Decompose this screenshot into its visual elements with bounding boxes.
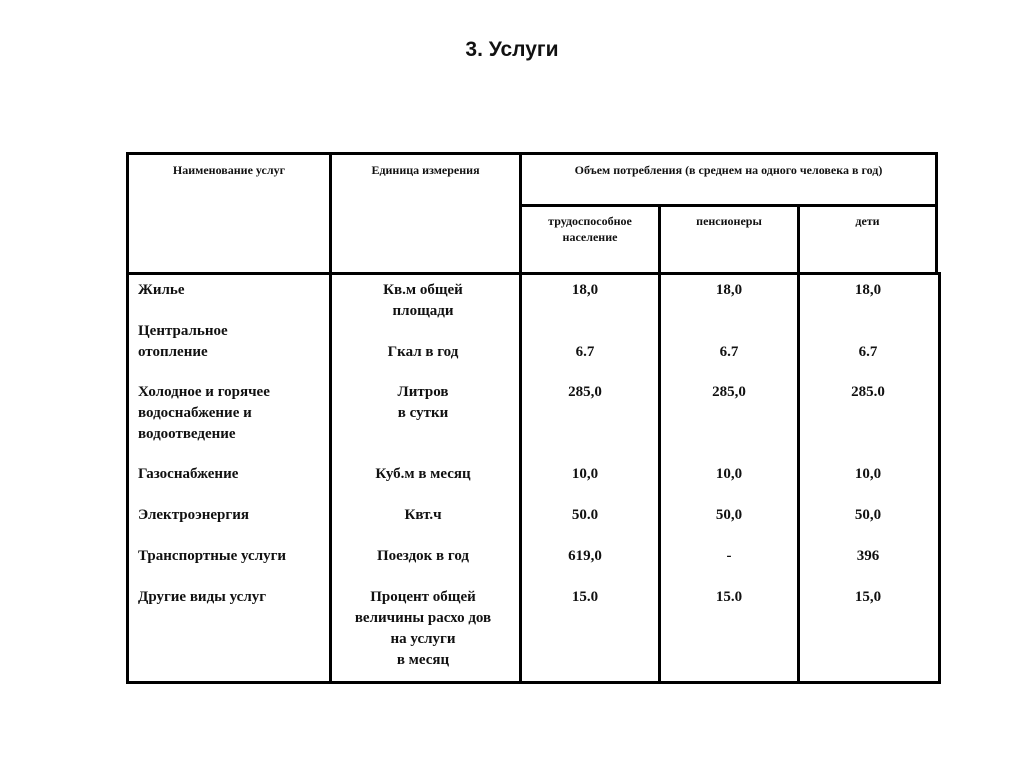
row-gas-unit: Куб.м в месяц [375, 466, 471, 482]
row-housing-unit-2: площади [392, 303, 454, 319]
row-gas-name: Газоснабжение [138, 466, 239, 482]
header-service-name: Наименование услуг [126, 152, 332, 275]
header-pensioners: пенсионеры [658, 204, 800, 275]
row-heating-name-2: отопление [138, 344, 208, 360]
row-other-unit-2: величины расхо дов [354, 610, 492, 626]
row-electricity-name: Электроэнергия [138, 507, 249, 523]
row-water-pensioners: 285,0 [712, 384, 746, 400]
row-water-working: 285,0 [568, 384, 602, 400]
row-water-name-3: водоотведение [138, 426, 236, 442]
row-water-name-2: водоснабжение и [138, 405, 252, 421]
row-gas-working: 10,0 [571, 466, 599, 482]
row-other-pensioners: 15.0 [715, 589, 743, 605]
row-housing-pensioners: 18,0 [715, 282, 743, 298]
row-water-unit-1: Литров [397, 384, 449, 400]
row-other-unit-3: на услуги [390, 631, 456, 647]
services-table [126, 152, 941, 684]
row-gas-pensioners: 10,0 [715, 466, 743, 482]
header-children: дети [797, 204, 938, 275]
row-transport-pensioners: - [726, 548, 732, 564]
row-heating-pensioners: 6.7 [719, 344, 739, 360]
row-water-unit-2: в сутки [397, 405, 449, 421]
row-other-unit-1: Процент общей [370, 589, 476, 605]
row-heating-working: 6.7 [575, 344, 595, 360]
row-electricity-working: 50.0 [571, 507, 599, 523]
row-electricity-pensioners: 50,0 [715, 507, 743, 523]
row-heating-name-1: Центральное [138, 323, 228, 339]
row-electricity-unit: Квт.ч [404, 507, 442, 523]
row-heating-children: 6.7 [858, 344, 878, 360]
row-transport-name: Транспортные услуги [138, 548, 287, 564]
header-working-line2: население [562, 230, 618, 244]
header-consumption-volume: Объем потребления (в среднем на одного человека в год) [519, 152, 938, 207]
header-unit: Единица измерения [329, 152, 522, 275]
row-other-unit-4: в месяц [396, 652, 450, 668]
row-water-name-1: Холодное и горячее [138, 384, 270, 400]
row-other-working: 15.0 [571, 589, 599, 605]
row-other-name: Другие виды услуг [138, 589, 267, 605]
header-working-population [519, 204, 661, 275]
row-housing-unit-1: Кв.м общей [383, 282, 463, 298]
row-housing-children: 18,0 [854, 282, 882, 298]
row-other-children: 15,0 [854, 589, 882, 605]
row-gas-children: 10,0 [854, 466, 882, 482]
row-heating-unit: Гкал в год [387, 344, 459, 360]
row-housing-name: Жилье [138, 282, 185, 298]
row-housing-working: 18,0 [571, 282, 599, 298]
row-transport-unit: Поездок в год [376, 548, 469, 564]
page-title: 3. Услуги [465, 38, 559, 61]
row-electricity-children: 50,0 [854, 507, 882, 523]
row-water-children: 285.0 [851, 384, 885, 400]
row-transport-working: 619,0 [568, 548, 602, 564]
header-working-line1: трудоспособное [548, 214, 632, 228]
row-transport-children: 396 [856, 548, 880, 564]
